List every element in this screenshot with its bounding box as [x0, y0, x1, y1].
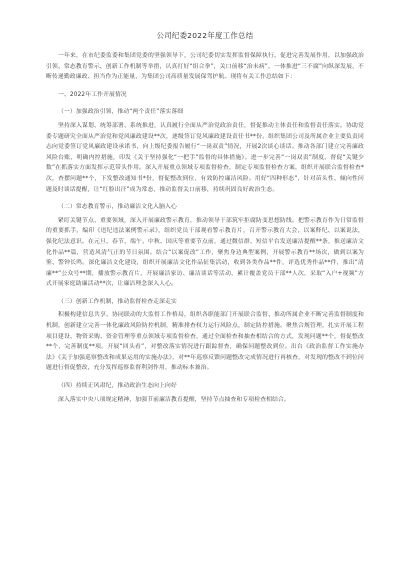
paragraph-warning-education: 紧盯关键节点、重要领域，深入开展廉政警示教育，推动领导干部筑牢拒腐防变思想防线。把警示教育作为日常监督的重要抓手，编印《违纪违法案例警示录》，组织党员干部观看警示教育片，召开警示教育大会，以案释纪、以案说法，强化纪法意识。在元旦、春节、端午、中秋、国庆等重要节点前，通过微信群、短信平台发送廉洁提醒**条，推送廉洁文化作品**篇，营造风清气正的节日氛围。结合“以案促改”工作，聚焦身边典型案例，开展警示教育**场次，做到以案为鉴、警钟长鸣。深化廉洁文化建设，组织开展廉洁文化作品征集活动，收到各类作品**件，评选优秀作品**件，推出“清廉**”公众号**期，播放警示教育片，开展廉洁家访、廉洁谈话等活动，累计覆盖党员干部**人次，采取“入户+视频”方式开展家庭助廉活动**次，让廉洁理念深入人心。: [46, 217, 364, 288]
paragraph-discipline: 深入落实中央八项规定精神，加强节前廉洁教育提醒，坚持节点抽查和专项检查相结合。: [58, 396, 290, 403]
subheading-work-mechanism: （三）创新工作机制，推动监督检查走深走实: [58, 298, 177, 305]
subheading-warning-education: （二）常态教育警示，推动廉洁文化入脑入心: [58, 204, 177, 211]
subheading-discipline: （四）持续正风肃纪，推动政治生态向上向好: [58, 383, 177, 390]
paragraph-work-mechanism: 积极构建信息共享、协同联动的大监督工作格局，组织各职能部门开展联合监督、推动所属企业不断完善监督制度和机制，创新建立完善一体化廉政风险防控机制，精准排查权力运行风险点，制定防控措施。聚焦合规管理，扎实开展工程项目建设、物资采购、资金管理等重点领域专项监督检查，通过全面检查和抽查相结合的方式，发现问题**个，督促整改**个，完善制度**项。开展“回头看”，对整改落实情况进行跟踪督查，确保问题整改到位。出台《政治监督工作实施办法》《关于加强巡察整改和成果运用的实施办法》，对**年巡察反馈问题整改完成情况进行再核查，对发现的整改不到位问题进行督促整改，充分发挥巡察监督利剑作用，推动标本兼治。: [46, 312, 364, 372]
paragraph-political-guidance: 坚持深入谋划、统筹部署、系统推进，认真履行全面从严治党政治责任，督促推动主体责任和监督责任落实。协助党委专题研究全面从严治党和党风廉政建设**次，逐级签订党风廉政建设责任书**份。组织集团公司及所属企业主要负责同志向党委签订党风廉政建设承诺书、向上级纪委报告履行“一岗双责”情况，开展2次谈心谈话。推动各部门建立完善廉政风险台账，明确内控措施，印发《关于坚持强化“一把手”监督的具体措施》。进一步完善“一岗双责”制度，督促“关键少数”在抓落实方面发挥示范带头作用。深入开展重点领域专项监督检查，制定专项监督检查方案，组织开展联合监督检查*次，查摆问题**个，下发整改通知书*份，督促整改到位，有效防控廉洁风险。用好“四种形态”，针对苗头性、倾向性问题及时谈话提醒，让“红脸出汗”成为常态，推动监督关口前移，持续巩固良好政治生态。: [46, 122, 364, 193]
intro-paragraph: 一年来，在市纪委监委和集团党委的坚强领导下，公司纪委切实发挥监督保障执行、促进完善发展作用，以加强政治引领、常态教育警示、创新工作机制等举措，认真打好“组合拳”，关口前移“治未病”，一体推进“三不腐”向纵深发展，不断传递勤政廉政、担当作为正能量，为集团公司高质量发展保驾护航。现将有关工作总结如下：: [46, 53, 364, 81]
section-heading: 一、2022年工作开展情况: [58, 91, 127, 98]
document-title: 公司纪委2022年度工作总结: [156, 31, 254, 40]
subheading-political-guidance: （一）加强政治引领，推动“两个责任”落实落细: [58, 109, 184, 116]
